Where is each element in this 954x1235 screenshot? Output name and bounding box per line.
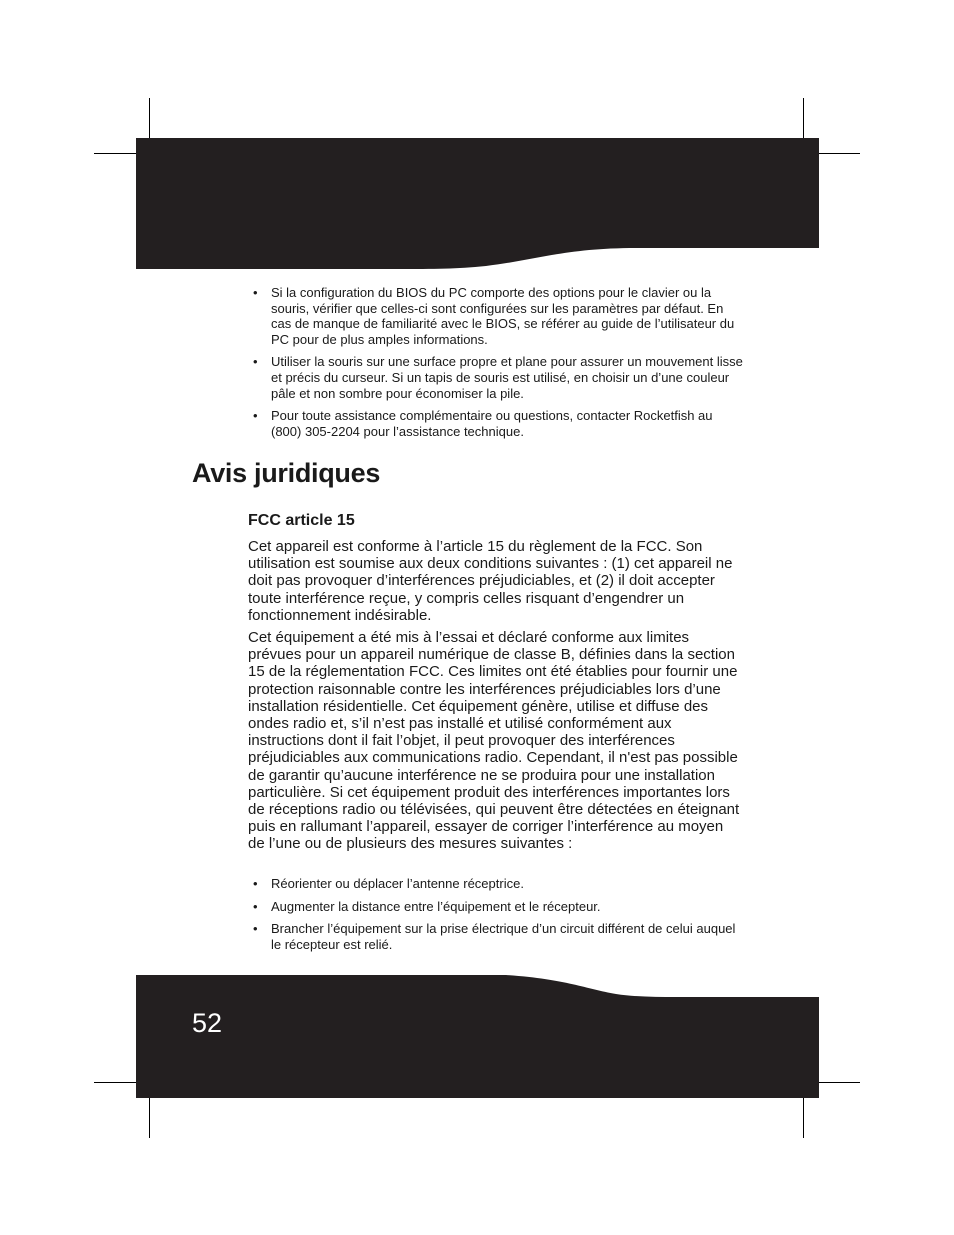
crop-mark: [803, 1097, 804, 1138]
list-item: • Pour toute assistance complémentaire ou questions, contacter Rocketfish au (800) 305-2204 pour l’assistance technique.: [253, 408, 713, 439]
bullet-icon: •: [253, 921, 258, 937]
crop-mark: [149, 1097, 150, 1138]
subsection-title: FCC article 15: [248, 512, 355, 529]
list-item: • Utiliser la souris sur une surface propre et plane pour assurer un mouvement lisse et précis du curseur. Si un tapis de souris est utilisé, en choisir un d’une couleur pâle et non sombre pour économiser la pile.: [253, 354, 743, 401]
list-item: • Si la configuration du BIOS du PC comporte des options pour le clavier ou la souris, vérifier que celles-ci sont configurées sur les paramètres par défaut. En cas de manque de familiarité avec le BIOS, se référer au guide de l’utilisateur du PC pour de plus amples informations.: [253, 285, 735, 347]
footer-banner: [136, 975, 819, 1098]
bullet-icon: •: [253, 408, 258, 424]
list-item: • Augmenter la distance entre l’équipement et le récepteur.: [253, 898, 601, 914]
bullet-icon: •: [253, 898, 258, 914]
paragraph: Cet appareil est conforme à l’article 15 du règlement de la FCC. Son utilisation est soumise aux deux conditions suivantes : (1) cet appareil ne doit pas provoquer d’interférences préjudiciables, et (2) il doit accepter toute interférence reçue, y compris celles risquant d’engendrer un fonctionnement indésirable.: [248, 538, 733, 624]
page-number: 52: [192, 1008, 223, 1038]
header-banner: [136, 138, 819, 270]
list-item: • Brancher l’équipement sur la prise électrique d’un circuit différent de celui auquel le récepteur est relié.: [253, 921, 736, 952]
crop-mark: [94, 153, 136, 154]
crop-mark: [803, 98, 804, 138]
top-bullet-list: [253, 285, 743, 446]
section-title: Avis juridiques: [192, 458, 381, 488]
footer-banner-shape: [136, 975, 819, 1098]
header-banner-shape: [136, 138, 819, 269]
paragraph: Cet équipement a été mis à l’essai et déclaré conforme aux limites prévues pour un appareil numérique de classe B, définies dans la section 15 de la réglementation FCC. Ces limites ont été établies pour fournir une protection raisonnable contre les interférences préjudiciables lors d’une installation résidentielle. Cet équipement génère, utilise et diffuse des ondes radio et, s’il n’est pas installé et utilisé conformément aux instructions dont il fait l’objet, il peut provoquer des interférences préjudiciables aux communications radio. Cependant, il n'est pas possible de garantir qu’aucune interférence ne se produira pour une installation particulière. Si cet équipement produit des interférences importantes lors de réceptions radio ou télévisées, qui peuvent être détectées en éteignant puis en rallumant l’appareil, essayer de corriger l’interférence au moyen de l’une ou de plusieurs des mesures suivantes :: [248, 629, 740, 853]
bullet-icon: •: [253, 285, 258, 300]
crop-mark: [149, 98, 150, 138]
crop-mark: [94, 1082, 136, 1083]
bullet-icon: •: [253, 876, 258, 891]
crop-mark: [818, 1082, 860, 1083]
bottom-bullet-list: [253, 876, 743, 959]
list-item: • Réorienter ou déplacer l’antenne réceptrice.: [253, 876, 524, 891]
bullet-icon: •: [253, 354, 258, 370]
crop-mark: [818, 153, 860, 154]
